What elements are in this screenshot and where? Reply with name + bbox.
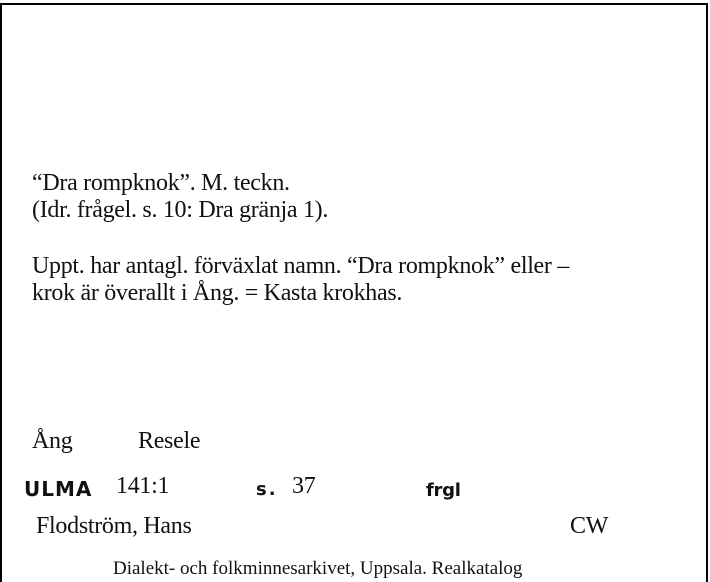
entry-note-line-1: Uppt. har antagl. förväxlat namn. “Dra rompknok” eller –	[32, 253, 570, 279]
card-border-right	[706, 3, 708, 582]
entry-note-line-2: krok är överallt i Ång. = Kasta krokhas.	[32, 280, 403, 306]
card-border-left	[0, 3, 2, 582]
card-footer: Dialekt- och folkminnesarkivet, Uppsala. Realkatalog	[113, 558, 523, 579]
parish: Resele	[138, 428, 201, 454]
page-number: 37	[292, 473, 316, 499]
province: Ång	[32, 428, 73, 454]
record-type: frgl	[426, 480, 461, 501]
recorder-initials: CW	[570, 513, 609, 539]
archive-code: ULMA	[24, 477, 93, 501]
archive-number: 141:1	[116, 473, 170, 499]
entry-title: “Dra rompknok”. M. teckn.	[32, 170, 290, 196]
page-label: s.	[256, 479, 278, 500]
card-border-top	[0, 3, 708, 5]
informant-name: Flodström, Hans	[36, 513, 192, 539]
entry-reference: (Idr. frågel. s. 10: Dra gränja 1).	[32, 197, 329, 223]
